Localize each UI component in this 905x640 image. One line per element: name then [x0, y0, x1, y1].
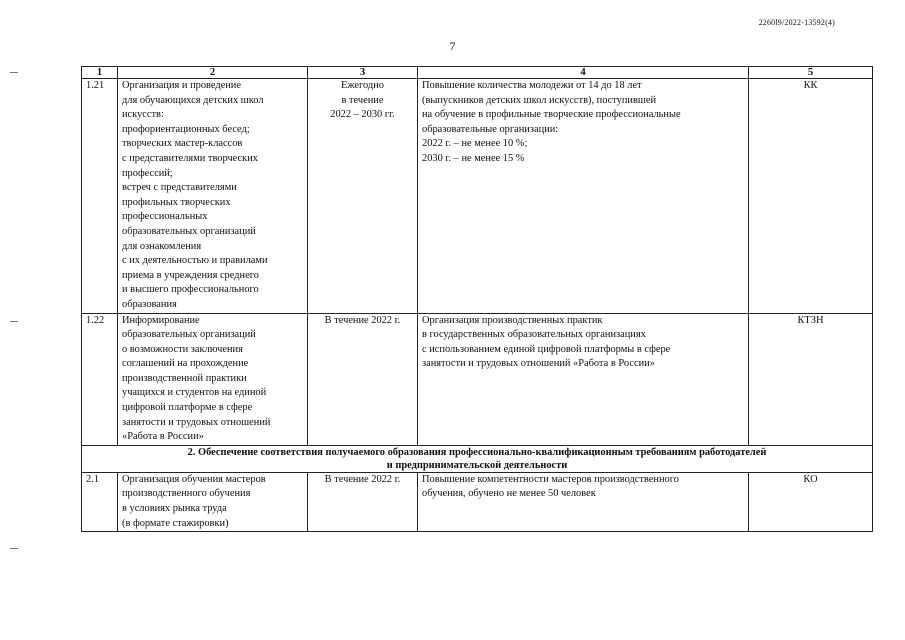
- responsible-cell: КК: [749, 79, 873, 314]
- text-line: в условиях рынка труда: [122, 503, 227, 515]
- text-line: о возможности заключения: [122, 343, 243, 355]
- text-line: на обучение в профильные творческие профессиональные: [422, 109, 681, 121]
- text-line: производственного обучения: [122, 488, 251, 500]
- text-line: творческих мастер-классов: [122, 138, 243, 150]
- table-row: [82, 79, 873, 314]
- text-line: в течение: [341, 94, 384, 106]
- text-line: производственной практики: [122, 372, 247, 384]
- margin-mark: [10, 548, 18, 549]
- column-header: 5: [749, 67, 873, 79]
- event-cell: [118, 472, 308, 531]
- section-heading: [82, 445, 873, 472]
- text-line: 2022 г. – не менее 10 %;: [422, 138, 528, 150]
- table-row: [82, 472, 873, 531]
- text-line: занятости и трудовых отношений: [122, 416, 271, 428]
- result-cell: [418, 313, 749, 445]
- column-header: 3: [308, 67, 418, 79]
- column-header: 4: [418, 67, 749, 79]
- text-line: 2022 – 2030 гг.: [330, 109, 395, 121]
- text-line: с представителями творческих: [122, 152, 258, 164]
- row-number: 1.21: [82, 79, 118, 314]
- text-line: Организация и проведение: [122, 80, 241, 91]
- page-number: 7: [449, 39, 456, 53]
- text-line: В течение 2022 г.: [324, 473, 401, 485]
- text-line: 2030 г. – не менее 15 %: [422, 152, 525, 164]
- text-line: искусств:: [122, 109, 164, 121]
- result-cell: [418, 79, 749, 314]
- text-line: учащихся и студентов на единой: [122, 387, 267, 399]
- text-line: (выпускников детских школ искусств), поступившей: [422, 94, 657, 106]
- text-line: в государственных образовательных организациях: [422, 329, 646, 341]
- text-line: для обучающихся детских школ: [122, 94, 264, 106]
- text-line: 2. Обеспечение соответствия получаемого образования профессионально-квалификационным требованиям работодателей: [187, 446, 767, 458]
- text-line: цифровой платформе в сфере: [122, 402, 253, 414]
- event-cell: [118, 313, 308, 445]
- responsible-cell: КО: [749, 472, 873, 531]
- text-line: профессий;: [122, 167, 173, 179]
- text-line: Организация производственных практик: [422, 314, 603, 326]
- document-number: 2260l9/2022-13592(4): [758, 18, 835, 27]
- text-line: профориентационных бесед;: [122, 123, 250, 135]
- result-cell: [418, 472, 749, 531]
- text-line: Повышение количества молодежи от 14 до 18 лет: [422, 80, 642, 91]
- text-line: Ежегодно: [341, 80, 384, 91]
- term-cell: [308, 313, 418, 445]
- text-line: с использованием единой цифровой платформы в сфере: [422, 343, 671, 355]
- text-line: образовательных организаций: [122, 329, 256, 341]
- section-heading-row: [82, 445, 873, 472]
- table-row: [82, 313, 873, 445]
- text-line: Организация обучения мастеров: [122, 473, 266, 485]
- term-cell: [308, 79, 418, 314]
- responsible-cell: КТЗН: [749, 313, 873, 445]
- text-line: (в формате стажировки): [122, 517, 229, 529]
- text-line: и высшего профессионального: [122, 284, 259, 296]
- plan-table: [81, 66, 873, 532]
- margin-mark: [10, 321, 18, 322]
- column-number-header-row: [82, 67, 873, 79]
- text-line: образовательных организаций: [122, 225, 256, 237]
- text-line: образовательные организации:: [422, 123, 559, 135]
- margin-mark: [10, 72, 18, 73]
- text-line: для ознакомления: [122, 240, 202, 252]
- text-line: обучения, обучено не менее 50 человек: [422, 488, 596, 500]
- text-line: В течение 2022 г.: [324, 314, 401, 326]
- text-line: приема в учреждения среднего: [122, 269, 259, 281]
- term-cell: [308, 472, 418, 531]
- row-number: 2.1: [82, 472, 118, 531]
- text-line: с их деятельностью и правилами: [122, 255, 268, 267]
- column-header: 1: [82, 67, 118, 79]
- text-line: занятости и трудовых отношений «Работа в России»: [422, 358, 655, 370]
- text-line: встреч с представителями: [122, 182, 237, 194]
- text-line: профессиональных: [122, 211, 208, 223]
- text-line: и предпринимательской деятельности: [386, 459, 568, 471]
- text-line: Повышение компетентности мастеров производственного: [422, 473, 679, 485]
- column-header: 2: [118, 67, 308, 79]
- text-line: образования: [122, 298, 177, 310]
- text-line: профильных творческих: [122, 196, 231, 208]
- text-line: соглашений на прохождение: [122, 358, 249, 370]
- event-cell: [118, 79, 308, 314]
- text-line: Информирование: [122, 314, 200, 326]
- text-line: «Работа в России»: [122, 431, 204, 443]
- row-number: 1.22: [82, 313, 118, 445]
